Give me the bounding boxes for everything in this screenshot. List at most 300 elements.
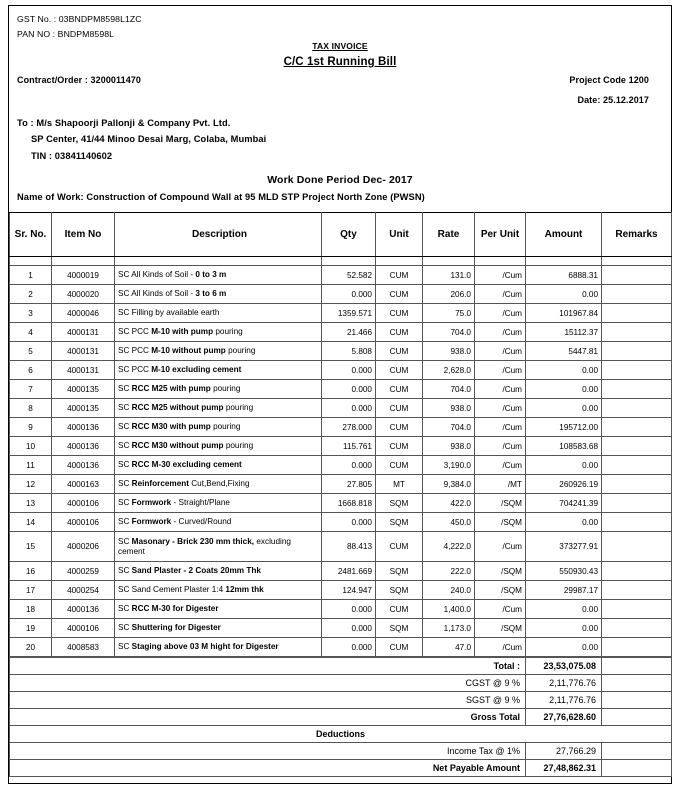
table-row [10, 323, 672, 342]
cell-rate: 704.0 [423, 380, 475, 399]
cell-unit: SQM [376, 513, 423, 532]
cell-amt: 704241.39 [526, 494, 602, 513]
cell-per: /Cum [475, 342, 526, 361]
cell-rate: 47.0 [423, 638, 475, 657]
desc-bold: Shuttering for Digester [131, 623, 221, 632]
cell-description [115, 532, 322, 562]
cell-qty: 0.000 [322, 456, 376, 475]
income-tax-remarks [602, 743, 672, 760]
cell-rate: 75.0 [423, 304, 475, 323]
cell-rate: 131.0 [423, 266, 475, 285]
desc-plain: SC All Kinds of Soil - [118, 289, 196, 298]
cell-description [115, 638, 322, 657]
gross-total-remarks [602, 709, 672, 726]
cell-unit: SQM [376, 619, 423, 638]
cell-item: 4008583 [52, 638, 115, 657]
cell-description [115, 494, 322, 513]
cell-per: /Cum [475, 323, 526, 342]
cell-sr: 8 [10, 399, 52, 418]
cell-rem [602, 581, 672, 600]
desc-plain: SC [118, 460, 132, 469]
cell-rate: 938.0 [423, 342, 475, 361]
cell-sr: 6 [10, 361, 52, 380]
desc-bold: Masonary - Brick 230 mm thick, [131, 536, 255, 546]
name-of-work: Name of Work: Construction of Compound Wall at 95 MLD STP Project North Zone (PWSN) [17, 192, 425, 202]
desc-bold: 3 to 6 m [195, 289, 227, 298]
cell-rate: 3,190.0 [423, 456, 475, 475]
cell-amt: 6888.31 [526, 266, 602, 285]
desc-tail: - Straight/Plane [171, 498, 230, 507]
cell-per: /Cum [475, 304, 526, 323]
desc-plain: SC PCC [118, 365, 152, 374]
tax-invoice-label: TAX INVOICE [312, 41, 368, 51]
cell-rem [602, 380, 672, 399]
cell-sr: 9 [10, 418, 52, 437]
summary-row-sgst [10, 692, 672, 709]
cell-per: /Cum [475, 285, 526, 304]
total-label: Total : [10, 658, 526, 675]
cell-rem [602, 437, 672, 456]
cell-rate: 4,222.0 [423, 532, 475, 562]
bill-to-name: To : M/s Shapoorji Pallonji & Company Pvt. Ltd. [17, 118, 231, 128]
cell-amt: 29987.17 [526, 581, 602, 600]
cell-unit: CUM [376, 532, 423, 562]
invoice-date: Date: 25.12.2017 [577, 95, 649, 105]
cell-description [115, 619, 322, 638]
cell-qty: 1359.571 [322, 304, 376, 323]
desc-tail: excluding cement [118, 536, 291, 556]
cell-amt: 260926.19 [526, 475, 602, 494]
cell-rate: 1,400.0 [423, 600, 475, 619]
cell-unit: CUM [376, 266, 423, 285]
net-payable-remarks [602, 760, 672, 777]
cell-per: /Cum [475, 532, 526, 562]
cell-rem [602, 342, 672, 361]
cell-per: /SQM [475, 562, 526, 581]
desc-bold: M-10 excluding cement [151, 365, 242, 374]
desc-bold: 0 to 3 m [195, 270, 227, 279]
cell-description [115, 418, 322, 437]
cell-amt: 0.00 [526, 285, 602, 304]
cell-rem [602, 619, 672, 638]
cell-item: 4000131 [52, 323, 115, 342]
cell-rem [602, 494, 672, 513]
cell-item: 4000259 [52, 562, 115, 581]
desc-bold: Staging above 03 M hight for Digester [131, 642, 279, 651]
desc-bold: Formwork [131, 498, 172, 507]
cell-description [115, 475, 322, 494]
cell-amt: 0.00 [526, 619, 602, 638]
cell-sr: 20 [10, 638, 52, 657]
cell-description [115, 562, 322, 581]
cell-sr: 13 [10, 494, 52, 513]
cell-per: /Cum [475, 418, 526, 437]
cell-rate: 1,173.0 [423, 619, 475, 638]
cell-item: 4000135 [52, 380, 115, 399]
desc-plain: SC [118, 422, 132, 431]
cell-qty: 5.808 [322, 342, 376, 361]
desc-bold: 12mm thk [225, 585, 264, 594]
desc-plain: SC [118, 403, 132, 412]
cell-qty: 0.000 [322, 619, 376, 638]
summary-row-income-tax [10, 743, 672, 760]
cell-per: /Cum [475, 399, 526, 418]
column-header-qty: Qty [322, 213, 376, 257]
line-items-table [9, 212, 672, 657]
gst-number: GST No. : 03BNDPM8598L1ZC [17, 14, 142, 24]
cell-amt: 195712.00 [526, 418, 602, 437]
cell-amt: 0.00 [526, 456, 602, 475]
cell-amt: 0.00 [526, 361, 602, 380]
desc-bold: RCC M25 with pump [131, 384, 214, 393]
cell-description [115, 437, 322, 456]
total-value: 23,53,075.08 [526, 658, 602, 675]
cell-qty: 278.000 [322, 418, 376, 437]
cell-item: 4000106 [52, 494, 115, 513]
cell-description [115, 456, 322, 475]
desc-tail: pouring [225, 441, 254, 450]
cell-item: 4000136 [52, 418, 115, 437]
table-row [10, 361, 672, 380]
cell-sr: 3 [10, 304, 52, 323]
cell-unit: CUM [376, 418, 423, 437]
cell-description [115, 266, 322, 285]
invoice-header [9, 6, 671, 212]
table-body [10, 257, 672, 657]
cell-item: 4000106 [52, 513, 115, 532]
desc-bold: RCC M30 without pump [131, 441, 226, 450]
cell-rate: 938.0 [423, 437, 475, 456]
cell-description [115, 513, 322, 532]
desc-plain: SC Sand Cement Plaster 1:4 [118, 585, 226, 594]
desc-plain: SC [118, 517, 132, 526]
desc-bold: RCC M-30 for Digester [131, 604, 219, 613]
table-row [10, 619, 672, 638]
project-code: Project Code 1200 [569, 75, 649, 85]
cell-rate: 2,628.0 [423, 361, 475, 380]
column-header-sr-no: Sr. No. [10, 213, 52, 257]
invoice-page [8, 5, 672, 784]
summary-row-net-payable [10, 760, 672, 777]
cell-amt: 0.00 [526, 399, 602, 418]
desc-tail: pouring [213, 422, 241, 431]
cell-item: 4000131 [52, 361, 115, 380]
cell-sr: 18 [10, 600, 52, 619]
table-row [10, 285, 672, 304]
cell-rem [602, 399, 672, 418]
cell-rem [602, 513, 672, 532]
cell-description [115, 600, 322, 619]
cell-rem [602, 562, 672, 581]
cell-per: /Cum [475, 638, 526, 657]
contract-order: Contract/Order : 3200011470 [17, 75, 141, 85]
work-done-period: Work Done Period Dec- 2017 [267, 174, 413, 186]
cell-per: /Cum [475, 600, 526, 619]
cell-unit: CUM [376, 323, 423, 342]
cell-sr: 15 [10, 532, 52, 562]
table-row [10, 266, 672, 285]
summary-table [9, 657, 672, 777]
column-header-rate: Rate [423, 213, 475, 257]
cell-amt: 550930.43 [526, 562, 602, 581]
cell-rate: 704.0 [423, 418, 475, 437]
pan-number: PAN NO : BNDPM8598L [17, 29, 115, 39]
column-header-remarks: Remarks [602, 213, 672, 257]
cell-unit: CUM [376, 399, 423, 418]
cell-item: 4000136 [52, 456, 115, 475]
cell-amt: 0.00 [526, 380, 602, 399]
cell-per: /SQM [475, 494, 526, 513]
table-spacer-row [10, 257, 672, 266]
cell-item: 4000206 [52, 532, 115, 562]
desc-plain: SC All Kinds of Soil - [118, 270, 196, 279]
table-row [10, 494, 672, 513]
cell-rem [602, 638, 672, 657]
summary-row-total [10, 658, 672, 675]
cell-item: 4000135 [52, 399, 115, 418]
cell-rate: 450.0 [423, 513, 475, 532]
cell-item: 4000019 [52, 266, 115, 285]
cell-sr: 5 [10, 342, 52, 361]
desc-bold: Reinforcement [131, 479, 192, 488]
cell-description [115, 361, 322, 380]
cell-per: /Cum [475, 266, 526, 285]
cell-per: /Cum [475, 437, 526, 456]
table-row [10, 456, 672, 475]
cell-description [115, 285, 322, 304]
desc-bold: RCC M-30 excluding cement [131, 460, 242, 469]
sgst-remarks [602, 692, 672, 709]
summary-row-deductions [10, 726, 672, 743]
table-row [10, 532, 672, 562]
table-header-row [10, 213, 672, 257]
table-row [10, 380, 672, 399]
cell-sr: 14 [10, 513, 52, 532]
cell-rate: 9,384.0 [423, 475, 475, 494]
desc-bold: M-10 with pump [151, 327, 216, 336]
cell-per: /SQM [475, 513, 526, 532]
desc-plain: SC [118, 441, 132, 450]
cell-item: 4000136 [52, 600, 115, 619]
cell-unit: MT [376, 475, 423, 494]
desc-tail: pouring [225, 403, 254, 412]
cell-sr: 4 [10, 323, 52, 342]
desc-plain: SC [118, 479, 132, 488]
cell-amt: 15112.37 [526, 323, 602, 342]
cell-rate: 422.0 [423, 494, 475, 513]
desc-plain: SC Filling by available earth [118, 308, 220, 317]
cell-amt: 108583.68 [526, 437, 602, 456]
desc-tail: Cut,Bend,Fixing [191, 479, 250, 488]
cell-sr: 7 [10, 380, 52, 399]
desc-plain: SC [118, 604, 132, 613]
cell-qty: 2481.669 [322, 562, 376, 581]
cell-sr: 2 [10, 285, 52, 304]
desc-plain: SC [118, 642, 132, 651]
desc-plain: SC [118, 566, 132, 575]
gross-total-value: 27,76,628.60 [526, 709, 602, 726]
cell-rem [602, 304, 672, 323]
desc-plain: SC PCC [118, 346, 152, 355]
cell-qty: 0.000 [322, 638, 376, 657]
cell-qty: 0.000 [322, 600, 376, 619]
cell-rate: 240.0 [423, 581, 475, 600]
cell-item: 4000163 [52, 475, 115, 494]
cell-item: 4000020 [52, 285, 115, 304]
cell-rem [602, 285, 672, 304]
cell-sr: 12 [10, 475, 52, 494]
cell-unit: SQM [376, 494, 423, 513]
bill-to-tin: TIN : 03841140602 [31, 151, 113, 161]
cell-unit: CUM [376, 361, 423, 380]
cell-qty: 0.000 [322, 285, 376, 304]
cell-unit: CUM [376, 342, 423, 361]
desc-tail: - Curved/Round [171, 517, 232, 526]
cell-unit: CUM [376, 638, 423, 657]
column-header-unit: Unit [376, 213, 423, 257]
net-payable-label: Net Payable Amount [10, 760, 526, 777]
cell-sr: 1 [10, 266, 52, 285]
cell-rate: 938.0 [423, 399, 475, 418]
cell-description [115, 380, 322, 399]
cgst-value: 2,11,776.76 [526, 675, 602, 692]
sgst-label: SGST @ 9 % [10, 692, 526, 709]
desc-tail: pouring [213, 384, 241, 393]
column-header-per-unit: Per Unit [475, 213, 526, 257]
cell-qty: 88.413 [322, 532, 376, 562]
cell-description [115, 581, 322, 600]
cell-rem [602, 532, 672, 562]
desc-bold: Sand Plaster - 2 Coats 20mm Thk [131, 566, 261, 575]
cell-item: 4000106 [52, 619, 115, 638]
gross-total-label: Gross Total [10, 709, 526, 726]
cell-per: /Cum [475, 361, 526, 380]
column-header-item-no: Item No [52, 213, 115, 257]
table-row [10, 581, 672, 600]
cell-rate: 206.0 [423, 285, 475, 304]
desc-bold: Formwork [131, 517, 172, 526]
cell-item: 4000136 [52, 437, 115, 456]
table-row [10, 562, 672, 581]
cell-amt: 0.00 [526, 638, 602, 657]
cell-qty: 0.000 [322, 513, 376, 532]
cell-amt: 0.00 [526, 600, 602, 619]
cell-qty: 27.805 [322, 475, 376, 494]
table-row [10, 638, 672, 657]
cell-qty: 0.000 [322, 399, 376, 418]
cell-unit: CUM [376, 456, 423, 475]
cell-rem [602, 323, 672, 342]
cell-unit: CUM [376, 600, 423, 619]
desc-plain: SC [118, 623, 132, 632]
cell-description [115, 399, 322, 418]
table-row [10, 513, 672, 532]
cell-description [115, 304, 322, 323]
cell-unit: CUM [376, 304, 423, 323]
desc-plain: SC PCC [118, 327, 152, 336]
cell-rem [602, 475, 672, 494]
table-row [10, 600, 672, 619]
cell-unit: CUM [376, 437, 423, 456]
desc-bold: M-10 without pump [151, 346, 229, 355]
deductions-label: Deductions [10, 726, 672, 743]
sgst-value: 2,11,776.76 [526, 692, 602, 709]
cell-per: /MT [475, 475, 526, 494]
cell-qty: 124.947 [322, 581, 376, 600]
summary-row-cgst [10, 675, 672, 692]
cell-unit: SQM [376, 581, 423, 600]
desc-bold: RCC M25 without pump [131, 403, 226, 412]
cell-per: /Cum [475, 456, 526, 475]
cgst-remarks [602, 675, 672, 692]
cell-amt: 0.00 [526, 513, 602, 532]
cell-unit: SQM [376, 562, 423, 581]
cell-per: /Cum [475, 380, 526, 399]
cell-rem [602, 361, 672, 380]
income-tax-value: 27,766.29 [526, 743, 602, 760]
cell-sr: 16 [10, 562, 52, 581]
cell-rate: 704.0 [423, 323, 475, 342]
desc-tail: pouring [215, 327, 243, 336]
column-header-amount: Amount [526, 213, 602, 257]
table-row [10, 342, 672, 361]
cell-qty: 0.000 [322, 361, 376, 380]
cell-amt: 5447.81 [526, 342, 602, 361]
page-title: C/C 1st Running Bill [283, 56, 397, 68]
cell-amt: 373277.91 [526, 532, 602, 562]
cell-item: 4000131 [52, 342, 115, 361]
column-header-description: Description [115, 213, 322, 257]
cell-item: 4000046 [52, 304, 115, 323]
table-row [10, 399, 672, 418]
cell-sr: 19 [10, 619, 52, 638]
cell-sr: 11 [10, 456, 52, 475]
table-row [10, 418, 672, 437]
cell-description [115, 323, 322, 342]
cell-description [115, 342, 322, 361]
cell-sr: 10 [10, 437, 52, 456]
cell-per: /SQM [475, 581, 526, 600]
cell-qty: 0.000 [322, 380, 376, 399]
cell-qty: 1668.818 [322, 494, 376, 513]
table-row [10, 475, 672, 494]
income-tax-label: Income Tax @ 1% [10, 743, 526, 760]
table-row [10, 437, 672, 456]
cell-item: 4000254 [52, 581, 115, 600]
table-row [10, 304, 672, 323]
desc-plain: SC [118, 536, 132, 546]
cell-per: /SQM [475, 619, 526, 638]
cell-rate: 222.0 [423, 562, 475, 581]
bill-to-address: SP Center, 41/44 Minoo Desai Marg, Colaba, Mumbai [31, 134, 267, 144]
cell-qty: 21.466 [322, 323, 376, 342]
desc-plain: SC [118, 384, 132, 393]
cell-unit: CUM [376, 285, 423, 304]
cell-rem [602, 600, 672, 619]
desc-tail: pouring [228, 346, 256, 355]
cell-rem [602, 266, 672, 285]
cell-rem [602, 456, 672, 475]
cell-amt: 101967.84 [526, 304, 602, 323]
total-remarks [602, 658, 672, 675]
desc-bold: RCC M30 with pump [131, 422, 214, 431]
cell-qty: 52.582 [322, 266, 376, 285]
cell-rem [602, 418, 672, 437]
net-payable-value: 27,48,862.31 [526, 760, 602, 777]
desc-plain: SC [118, 498, 132, 507]
cgst-label: CGST @ 9 % [10, 675, 526, 692]
summary-row-gross-total [10, 709, 672, 726]
